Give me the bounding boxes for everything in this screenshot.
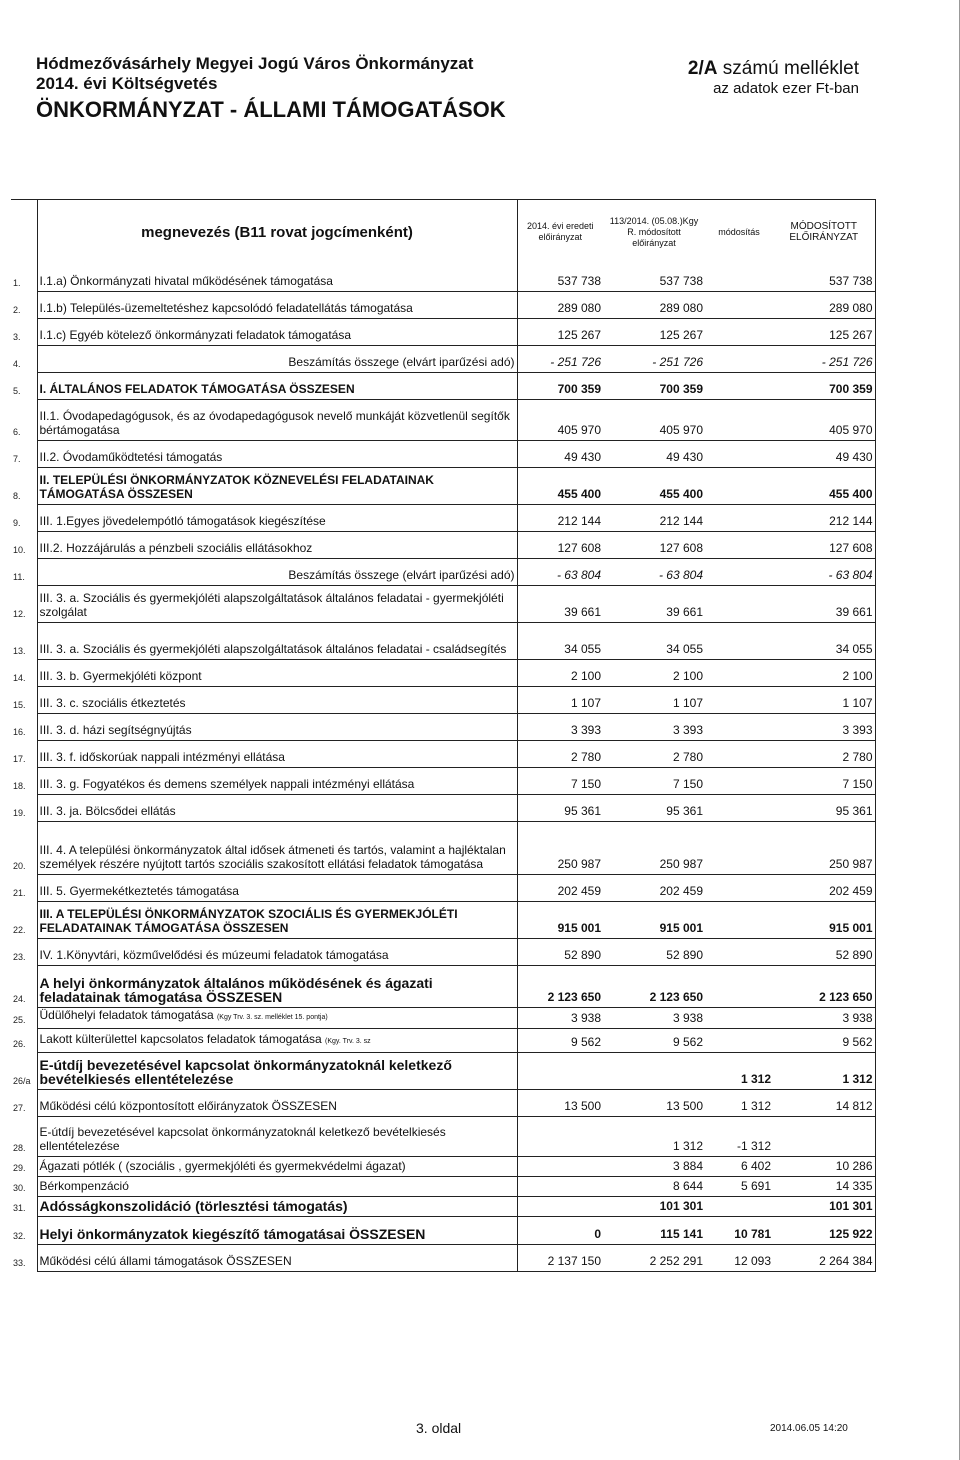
header-change: módosítás xyxy=(705,200,773,265)
unit-note: az adatok ezer Ft-ban xyxy=(713,80,859,97)
row-number: 5. xyxy=(13,386,21,396)
row-number: 24. xyxy=(13,994,26,1004)
row-description xyxy=(37,1089,517,1116)
table-row xyxy=(11,622,875,659)
row-number: 18. xyxy=(13,781,26,791)
modified-value: 3 884 xyxy=(603,1156,705,1176)
row-number: 13. xyxy=(13,646,26,656)
original-value: - 63 804 xyxy=(517,558,603,585)
table-row xyxy=(11,318,875,345)
modified-value: 3 938 xyxy=(603,1007,705,1028)
final-value: 289 080 xyxy=(773,291,875,318)
modified-value: 115 141 xyxy=(603,1216,705,1244)
modified-value: 1 107 xyxy=(603,686,705,713)
row-description xyxy=(37,585,517,622)
modified-value: - 63 804 xyxy=(603,558,705,585)
modified-value: 7 150 xyxy=(603,767,705,794)
final-value: 3 393 xyxy=(773,713,875,740)
row-description xyxy=(37,345,517,372)
final-value: 1 312 xyxy=(773,1052,875,1089)
table-row xyxy=(11,938,875,965)
table-row xyxy=(11,821,875,874)
row-description-text: III. 3. f. időskorúak nappali intézményi ellátása xyxy=(39,749,285,764)
change-value xyxy=(705,1196,773,1216)
table-row xyxy=(11,264,875,291)
change-value xyxy=(705,345,773,372)
row-description xyxy=(37,821,517,874)
row-description-text: III. 3. a. Szociális és gyermekjóléti alapszolgáltatások általános feladatai - családsegítés xyxy=(39,641,507,656)
change-value xyxy=(705,1007,773,1028)
row-description-text: Lakott külterülettel kapcsolatos feladatok támogatása xyxy=(39,1031,322,1046)
modified-value: 95 361 xyxy=(603,794,705,821)
modified-value: 8 644 xyxy=(603,1176,705,1196)
row-description-text: Üdülőhelyi feladatok támogatása xyxy=(39,1007,214,1022)
table-row xyxy=(11,901,875,938)
final-value: 405 970 xyxy=(773,399,875,440)
table-row xyxy=(11,531,875,558)
organization-name: Hódmezővásárhely Megyei Jogú Város Önkormányzat xyxy=(36,54,474,73)
row-description xyxy=(37,938,517,965)
original-value: 7 150 xyxy=(517,767,603,794)
row-description xyxy=(37,264,517,291)
final-value: 14 812 xyxy=(773,1089,875,1116)
original-value: 127 608 xyxy=(517,531,603,558)
table-row xyxy=(11,585,875,622)
table-row xyxy=(11,686,875,713)
modified-value: 2 252 291 xyxy=(603,1244,705,1271)
change-value xyxy=(705,938,773,965)
row-number: 12. xyxy=(13,609,26,619)
row-description xyxy=(37,291,517,318)
table-row xyxy=(11,659,875,686)
row-description xyxy=(37,901,517,938)
final-value: 537 738 xyxy=(773,264,875,291)
header-final: MÓDOSÍTOTT ELŐIRÁNYZAT xyxy=(773,200,875,265)
row-description xyxy=(37,1196,517,1216)
change-value: 10 781 xyxy=(705,1216,773,1244)
change-value: 1 312 xyxy=(705,1052,773,1089)
annex-number: 2/A xyxy=(687,58,718,79)
modified-value: 101 301 xyxy=(603,1196,705,1216)
row-description-text: II.2. Óvodaműködtetési támogatás xyxy=(39,449,223,464)
final-value: 250 987 xyxy=(773,821,875,874)
original-value xyxy=(517,1176,603,1196)
final-value: 212 144 xyxy=(773,504,875,531)
table-row xyxy=(11,740,875,767)
change-value: 12 093 xyxy=(705,1244,773,1271)
original-value xyxy=(517,1116,603,1156)
modified-value: 127 608 xyxy=(603,531,705,558)
change-value xyxy=(705,531,773,558)
row-number: 32. xyxy=(13,1231,26,1241)
row-description-text: A helyi önkormányzatok általános működésének és ágazati feladatainak támogatása ÖSSZESEN xyxy=(39,974,433,1005)
row-description xyxy=(37,372,517,399)
modified-value: 202 459 xyxy=(603,874,705,901)
original-value: 34 055 xyxy=(517,622,603,659)
original-value: 915 001 xyxy=(517,901,603,938)
modified-value: 3 393 xyxy=(603,713,705,740)
table-row xyxy=(11,440,875,467)
change-value xyxy=(705,1028,773,1052)
change-value: 5 691 xyxy=(705,1176,773,1196)
original-value: 1 107 xyxy=(517,686,603,713)
row-description xyxy=(37,504,517,531)
row-description-text: E-útdíj bevezetésével kapcsolat önkormányzatoknál keletkező bevételkiesés ellentételezése xyxy=(39,1124,446,1153)
row-description-text: III. 3. b. Gyermekjóléti központ xyxy=(39,668,202,683)
change-value xyxy=(705,622,773,659)
row-number: 10. xyxy=(13,545,26,555)
final-value: 700 359 xyxy=(773,372,875,399)
final-value: 3 938 xyxy=(773,1007,875,1028)
row-description-text: II. TELEPÜLÉSI ÖNKORMÁNYZATOK KÖZNEVELÉSI FELADATAINAK TÁMOGATÁSA ÖSSZESEN xyxy=(39,472,434,501)
original-value xyxy=(517,1052,603,1089)
budget-year: 2014. évi Költségvetés xyxy=(36,74,218,93)
modified-value: 49 430 xyxy=(603,440,705,467)
original-value: 13 500 xyxy=(517,1089,603,1116)
final-value: 127 608 xyxy=(773,531,875,558)
row-description-text: II.1. Óvodapedagógusok, és az óvodapedagógusok nevelő munkáját közvetlenül segítők bértámogatása xyxy=(39,408,510,437)
row-description xyxy=(37,1116,517,1156)
modified-value: 39 661 xyxy=(603,585,705,622)
row-description xyxy=(37,713,517,740)
change-value xyxy=(705,686,773,713)
row-description-text: III. 3. ja. Bölcsődei ellátás xyxy=(39,803,176,818)
row-description xyxy=(37,1176,517,1196)
row-description-text: III. 3. g. Fogyatékos és demens személyek nappali intézményi ellátása xyxy=(39,776,415,791)
final-value: 101 301 xyxy=(773,1196,875,1216)
table-row xyxy=(11,1244,875,1271)
original-value: 537 738 xyxy=(517,264,603,291)
row-description-text: Bérkompenzáció xyxy=(39,1178,129,1193)
row-number: 1. xyxy=(13,278,21,288)
page-number: 3. oldal xyxy=(416,1420,462,1436)
table-row xyxy=(11,1089,875,1116)
print-timestamp: 2014.06.05 14:20 xyxy=(770,1423,848,1434)
final-value: 49 430 xyxy=(773,440,875,467)
table-row xyxy=(11,504,875,531)
row-description xyxy=(37,467,517,504)
row-description-text: E-útdíj bevezetésével kapcsolat önkormányzatoknál keletkező bevételkiesés ellentételezése xyxy=(39,1056,452,1087)
row-description xyxy=(37,1007,517,1028)
row-description xyxy=(37,1216,517,1244)
final-value: 95 361 xyxy=(773,794,875,821)
final-value: 2 100 xyxy=(773,659,875,686)
table-row xyxy=(11,874,875,901)
row-description xyxy=(37,558,517,585)
modified-value: 915 001 xyxy=(603,901,705,938)
row-description xyxy=(37,440,517,467)
change-value xyxy=(705,467,773,504)
original-value: 455 400 xyxy=(517,467,603,504)
change-value xyxy=(705,767,773,794)
page-title: ÖNKORMÁNYZAT - ÁLLAMI TÁMOGATÁSOK xyxy=(36,97,506,122)
table-row xyxy=(11,1028,875,1052)
row-description xyxy=(37,794,517,821)
row-description-text: III. 3. c. szociális étkeztetés xyxy=(39,695,186,710)
modified-value: - 251 726 xyxy=(603,345,705,372)
row-description-text: I.1.c) Egyéb kötelező önkormányzati feladatok támogatása xyxy=(39,327,352,342)
row-description-text: Működési célú központosított előirányzatok ÖSSZESEN xyxy=(39,1098,337,1113)
row-description-note: (Kgy Trv. 3. sz. melléklet 15. pontja) xyxy=(216,1013,328,1021)
change-value: -1 312 xyxy=(705,1116,773,1156)
change-value: 1 312 xyxy=(705,1089,773,1116)
row-description-text: III. 5. Gyermekétkeztetés támogatása xyxy=(39,883,239,898)
modified-value: 13 500 xyxy=(603,1089,705,1116)
original-value: 3 393 xyxy=(517,713,603,740)
original-value: 2 137 150 xyxy=(517,1244,603,1271)
row-number: 27. xyxy=(13,1103,26,1113)
table-row xyxy=(11,1196,875,1216)
row-number: 2. xyxy=(13,305,21,315)
change-value: 6 402 xyxy=(705,1156,773,1176)
change-value xyxy=(705,372,773,399)
final-value: 1 107 xyxy=(773,686,875,713)
row-number: 19. xyxy=(13,808,26,818)
row-description-note: (Kgy. Trv. 3. sz xyxy=(325,1037,371,1045)
row-number: 31. xyxy=(13,1203,26,1213)
change-value xyxy=(705,965,773,1007)
original-value xyxy=(517,1196,603,1216)
original-value: 202 459 xyxy=(517,874,603,901)
row-number: 25. xyxy=(13,1015,26,1025)
row-number: 28. xyxy=(13,1143,26,1153)
table-row xyxy=(11,558,875,585)
final-value: 39 661 xyxy=(773,585,875,622)
original-value: 52 890 xyxy=(517,938,603,965)
table-row xyxy=(11,767,875,794)
row-description-text: Adósságkonszolidáció (törlesztési támogatás) xyxy=(39,1197,348,1214)
row-description xyxy=(37,686,517,713)
row-number: 33. xyxy=(13,1258,26,1268)
modified-value: 212 144 xyxy=(603,504,705,531)
original-value: 125 267 xyxy=(517,318,603,345)
row-number: 7. xyxy=(13,454,21,464)
modified-value: 455 400 xyxy=(603,467,705,504)
row-number: 9. xyxy=(13,518,21,528)
change-value xyxy=(705,821,773,874)
original-value: 39 661 xyxy=(517,585,603,622)
change-value xyxy=(705,713,773,740)
table-row xyxy=(11,291,875,318)
final-value: 34 055 xyxy=(773,622,875,659)
original-value: 2 780 xyxy=(517,740,603,767)
row-description-text: III. 3. a. Szociális és gyermekjóléti alapszolgáltatások általános feladatai - gyermekjóléti szolgálat xyxy=(39,590,504,619)
row-description xyxy=(37,399,517,440)
modified-value: 9 562 xyxy=(603,1028,705,1052)
final-value: 202 459 xyxy=(773,874,875,901)
row-number: 15. xyxy=(13,700,26,710)
change-value xyxy=(705,901,773,938)
table-row xyxy=(11,794,875,821)
row-number: 3. xyxy=(13,332,21,342)
row-number: 16. xyxy=(13,727,26,737)
final-value: 52 890 xyxy=(773,938,875,965)
final-value: 2 264 384 xyxy=(773,1244,875,1271)
original-value xyxy=(517,1156,603,1176)
row-description xyxy=(37,874,517,901)
header-modified: 113/2014. (05.08.)Kgy R. módosított előirányzat xyxy=(603,200,705,265)
row-description xyxy=(37,965,517,1007)
row-description-text: III.2. Hozzájárulás a pénzbeli szociális ellátásokhoz xyxy=(39,540,313,555)
table-row xyxy=(11,1052,875,1089)
original-value: 49 430 xyxy=(517,440,603,467)
header-no xyxy=(11,200,37,265)
modified-value xyxy=(603,1052,705,1089)
final-value: 125 922 xyxy=(773,1216,875,1244)
table-row xyxy=(11,467,875,504)
row-number: 8. xyxy=(13,491,21,501)
modified-value: 125 267 xyxy=(603,318,705,345)
original-value: 405 970 xyxy=(517,399,603,440)
final-value: - 63 804 xyxy=(773,558,875,585)
row-description-text: I.1.a) Önkormányzati hivatal működésének támogatása xyxy=(39,273,333,288)
final-value: 915 001 xyxy=(773,901,875,938)
change-value xyxy=(705,291,773,318)
row-number: 6. xyxy=(13,427,21,437)
row-description xyxy=(37,531,517,558)
row-description xyxy=(37,622,517,659)
row-description-text: Helyi önkormányzatok kiegészítő támogatásai ÖSSZESEN xyxy=(39,1225,426,1242)
row-description xyxy=(37,1052,517,1089)
row-number: 22. xyxy=(13,925,26,935)
annex-label xyxy=(688,58,859,80)
row-description-text: Beszámítás összege (elvárt iparűzési adó) xyxy=(288,354,515,369)
change-value xyxy=(705,585,773,622)
row-description-text: III. A TELEPÜLÉSI ÖNKORMÁNYZATOK SZOCIÁLIS ÉS GYERMEKJÓLÉTI FELADATAINAK TÁMOGATÁSA ÖSSZESEN xyxy=(39,906,458,935)
final-value: 9 562 xyxy=(773,1028,875,1052)
modified-value: 52 890 xyxy=(603,938,705,965)
original-value: 250 987 xyxy=(517,821,603,874)
table-row xyxy=(11,965,875,1007)
row-description xyxy=(37,1244,517,1271)
row-number: 11. xyxy=(13,572,25,582)
row-number: 17. xyxy=(13,754,26,764)
row-description xyxy=(37,740,517,767)
modified-value: 2 100 xyxy=(603,659,705,686)
final-value: 125 267 xyxy=(773,318,875,345)
table-row xyxy=(11,399,875,440)
table-row xyxy=(11,372,875,399)
row-description-text: I.1.b) Település-üzemeltetéshez kapcsolódó feladatellátás támogatása xyxy=(39,300,413,315)
final-value: 455 400 xyxy=(773,467,875,504)
original-value: 2 123 650 xyxy=(517,965,603,1007)
row-number: 23. xyxy=(13,952,26,962)
table-header-row xyxy=(11,200,875,265)
modified-value: 2 123 650 xyxy=(603,965,705,1007)
change-value xyxy=(705,504,773,531)
final-value: 2 123 650 xyxy=(773,965,875,1007)
document-header xyxy=(36,54,506,123)
table-row xyxy=(11,1176,875,1196)
header-original: 2014. évi eredeti előirányzat xyxy=(517,200,603,265)
change-value xyxy=(705,740,773,767)
modified-value: 700 359 xyxy=(603,372,705,399)
final-value xyxy=(773,1116,875,1156)
original-value: 700 359 xyxy=(517,372,603,399)
original-value: 2 100 xyxy=(517,659,603,686)
row-number: 21. xyxy=(13,888,26,898)
row-description-text: III. 4. A települési önkormányzatok által idősek átmeneti és tartós, valamint a hajléktalan személyek részére nyújtott tartós szociális szakosított ellátási feladatok támogatása xyxy=(39,842,506,871)
row-description-text: IV. 1.Könyvtári, közművelődési és múzeumi feladatok támogatása xyxy=(39,947,389,962)
modified-value: 537 738 xyxy=(603,264,705,291)
original-value: 3 938 xyxy=(517,1007,603,1028)
change-value xyxy=(705,659,773,686)
final-value: 14 335 xyxy=(773,1176,875,1196)
change-value xyxy=(705,558,773,585)
modified-value: 289 080 xyxy=(603,291,705,318)
row-description-text: I. ÁLTALÁNOS FELADATOK TÁMOGATÁSA ÖSSZESEN xyxy=(39,381,355,396)
change-value xyxy=(705,440,773,467)
original-value: 9 562 xyxy=(517,1028,603,1052)
row-description xyxy=(37,1156,517,1176)
row-number: 14. xyxy=(13,673,26,683)
budget-table xyxy=(11,199,876,1272)
final-value: 2 780 xyxy=(773,740,875,767)
final-value: - 251 726 xyxy=(773,345,875,372)
final-value: 7 150 xyxy=(773,767,875,794)
change-value xyxy=(705,874,773,901)
row-description-text: III. 3. d. házi segítségnyújtás xyxy=(39,722,192,737)
row-description xyxy=(37,659,517,686)
table-row xyxy=(11,1116,875,1156)
change-value xyxy=(705,399,773,440)
original-value: 0 xyxy=(517,1216,603,1244)
header-name: megnevezés (B11 rovat jogcímenként) xyxy=(37,200,517,265)
row-number: 30. xyxy=(13,1183,26,1193)
row-number: 4. xyxy=(13,359,21,369)
row-description-text: Beszámítás összege (elvárt iparűzési adó) xyxy=(288,567,515,582)
modified-value: 1 312 xyxy=(603,1116,705,1156)
change-value xyxy=(705,318,773,345)
row-description xyxy=(37,767,517,794)
original-value: 212 144 xyxy=(517,504,603,531)
row-description xyxy=(37,318,517,345)
row-number: 29. xyxy=(13,1163,26,1173)
table-row xyxy=(11,1216,875,1244)
change-value xyxy=(705,264,773,291)
row-description xyxy=(37,1028,517,1052)
modified-value: 250 987 xyxy=(603,821,705,874)
row-description-text: Működési célú állami támogatások ÖSSZESEN xyxy=(39,1253,292,1268)
modified-value: 405 970 xyxy=(603,399,705,440)
row-description-text: Ágazati pótlék ( (szociális , gyermekjóléti és gyermekvédelmi ágazat) xyxy=(39,1158,406,1173)
original-value: 289 080 xyxy=(517,291,603,318)
row-description-text: III. 1.Egyes jövedelempótló támogatások kiegészítése xyxy=(39,513,326,528)
annex-info xyxy=(688,58,859,98)
modified-value: 34 055 xyxy=(603,622,705,659)
row-number: 26. xyxy=(13,1039,26,1049)
table-row xyxy=(11,1007,875,1028)
row-number: 20. xyxy=(13,861,26,871)
change-value xyxy=(705,794,773,821)
table-row xyxy=(11,345,875,372)
final-value: 10 286 xyxy=(773,1156,875,1176)
table-row xyxy=(11,1156,875,1176)
table-row xyxy=(11,713,875,740)
modified-value: 2 780 xyxy=(603,740,705,767)
original-value: - 251 726 xyxy=(517,345,603,372)
annex-suffix: számú melléklet xyxy=(717,58,859,79)
original-value: 95 361 xyxy=(517,794,603,821)
row-number: 26/a xyxy=(13,1076,31,1086)
